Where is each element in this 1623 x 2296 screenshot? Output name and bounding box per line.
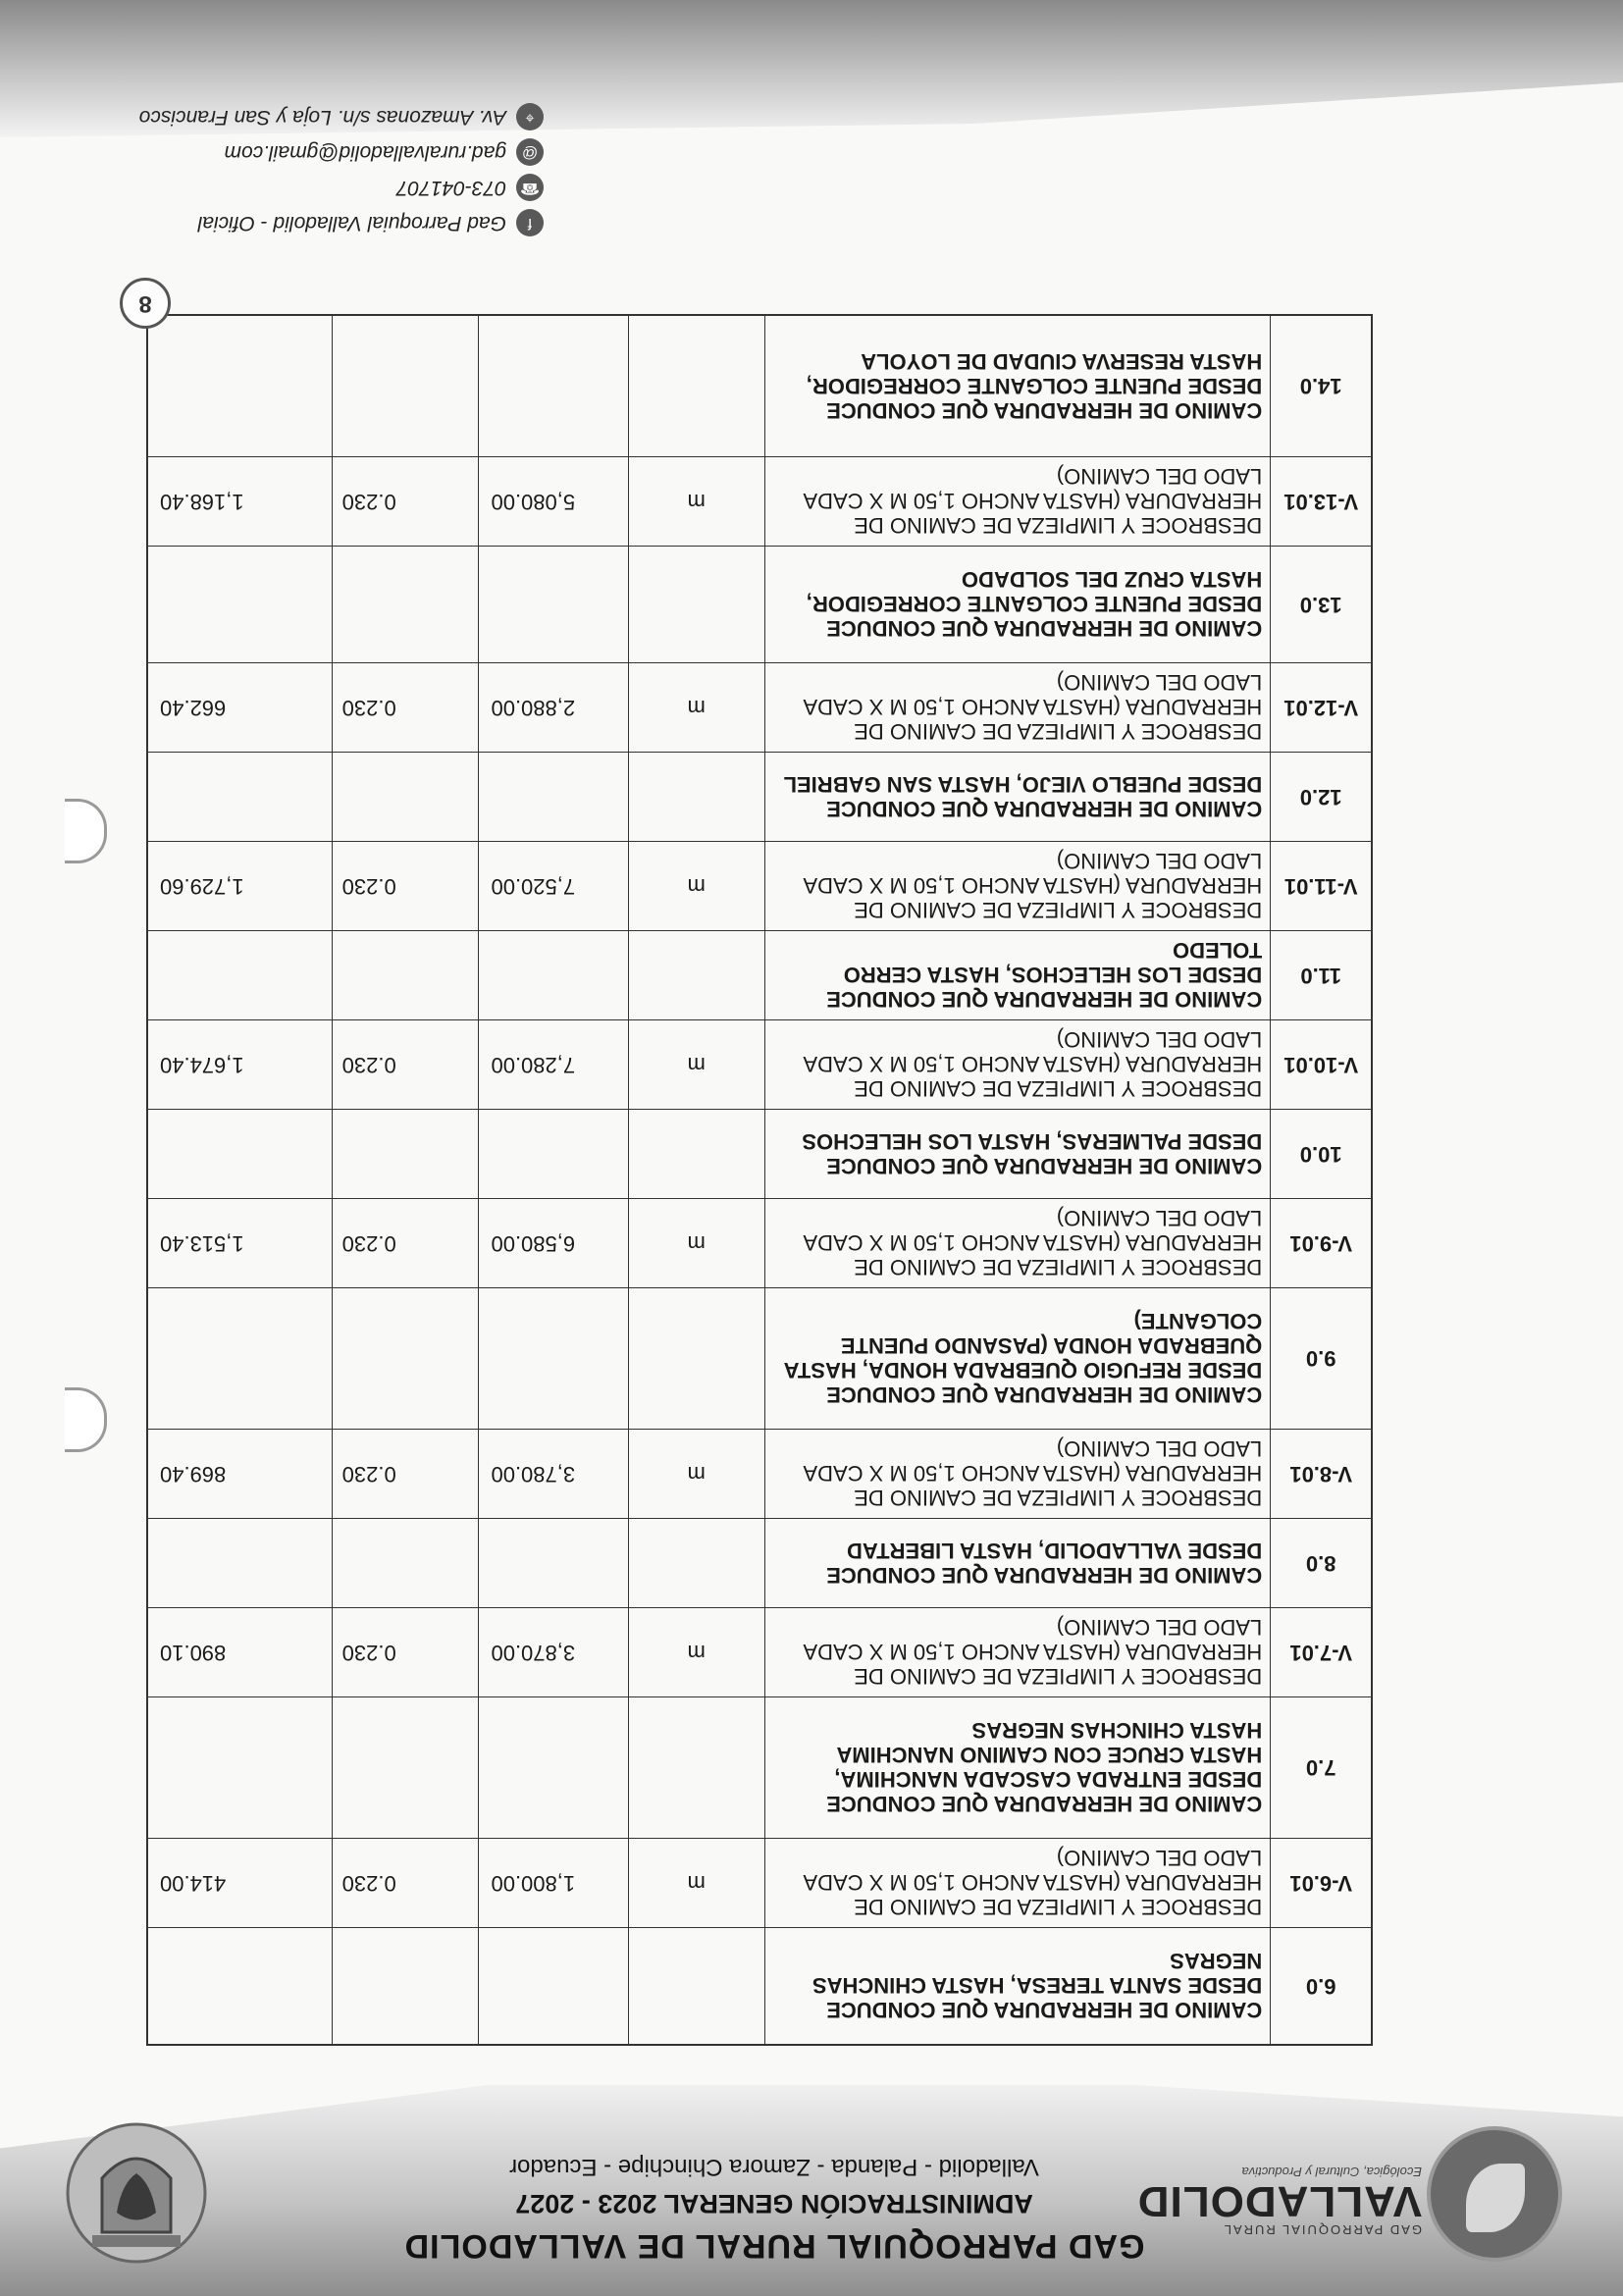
item-unit <box>628 1288 764 1430</box>
category-row <box>147 315 1372 457</box>
item-total <box>147 1110 332 1199</box>
item-unit <box>628 315 764 457</box>
item-description: DESBROCE Y LIMPIEZA DE CAMINO DE HERRADURA (HASTA ANCHO 1,50 M X CADA LADO DEL CAMINO) <box>764 1430 1270 1519</box>
item-quantity <box>479 1928 628 2046</box>
item-unit: m <box>628 1608 764 1697</box>
item-total: 869.40 <box>147 1430 332 1519</box>
item-unit-price: 0.230 <box>332 457 479 547</box>
item-unit: m <box>628 1020 764 1110</box>
document-title: GAD PARROQUIAL RURAL DE VALLADOLID <box>403 2227 1145 2265</box>
item-unit-price: 0.230 <box>332 1839 479 1928</box>
item-total: 890.10 <box>147 1608 332 1697</box>
item-description: DESBROCE Y LIMPIEZA DE CAMINO DE HERRADURA (HASTA ANCHO 1,50 M X CADA LADO DEL CAMINO) <box>764 457 1270 547</box>
item-code: V-8.01 <box>1271 1430 1372 1519</box>
item-code: 7.0 <box>1271 1697 1372 1839</box>
item-unit <box>628 931 764 1020</box>
item-code: V-12.01 <box>1271 663 1372 753</box>
item-unit-price: 0.230 <box>332 1608 479 1697</box>
item-unit: m <box>628 663 764 753</box>
contact-row <box>73 134 544 170</box>
item-unit <box>628 1110 764 1199</box>
item-unit-price <box>332 1928 479 2046</box>
item-quantity <box>479 1110 628 1199</box>
item-total: 414.00 <box>147 1839 332 1928</box>
item-unit: m <box>628 842 764 931</box>
work-item-row <box>147 1199 1372 1288</box>
item-quantity: 1,800.00 <box>479 1839 628 1928</box>
item-code: V-7.01 <box>1271 1608 1372 1697</box>
category-row <box>147 547 1372 663</box>
header-titles <box>338 2153 1211 2265</box>
item-code: 10.0 <box>1271 1110 1372 1199</box>
category-row <box>147 931 1372 1020</box>
item-quantity <box>479 931 628 1020</box>
item-description: CAMINO DE HERRADURA QUE CONDUCE DESDE PUENTE COLGANTE CORREGIDOR, HASTA CRUZ DEL SOLDADO <box>764 547 1270 663</box>
item-total <box>147 753 332 842</box>
item-quantity: 6,580.00 <box>479 1199 628 1288</box>
item-total <box>147 1288 332 1430</box>
item-unit: m <box>628 1199 764 1288</box>
item-total <box>147 315 332 457</box>
item-description: CAMINO DE HERRADURA QUE CONDUCE DESDE VALLADOLID, HASTA LIBERTAD <box>764 1519 1270 1608</box>
category-row <box>147 1697 1372 1839</box>
item-unit: m <box>628 457 764 547</box>
item-total: 1,674.40 <box>147 1020 332 1110</box>
item-total: 662.40 <box>147 663 332 753</box>
item-unit-price: 0.230 <box>332 1020 479 1110</box>
category-row <box>147 1519 1372 1608</box>
location-pin-icon: ⌖ <box>516 103 544 130</box>
item-quantity <box>479 1288 628 1430</box>
item-total <box>147 1519 332 1608</box>
item-unit <box>628 1697 764 1839</box>
item-quantity: 5,080.00 <box>479 457 628 547</box>
item-code: V-11.01 <box>1271 842 1372 931</box>
item-unit-price <box>332 1697 479 1839</box>
facebook-icon: f <box>516 209 544 236</box>
item-description: CAMINO DE HERRADURA QUE CONDUCE DESDE SANTA TERESA, HASTA CHINCHAS NEGRAS <box>764 1928 1270 2046</box>
item-unit-price <box>332 1288 479 1430</box>
contact-address: Av. Amazonas s/n. Loja y San Francisco <box>138 106 506 129</box>
brand-name: VALLADOLID <box>1136 2177 1422 2225</box>
item-code: 9.0 <box>1271 1288 1372 1430</box>
item-description: DESBROCE Y LIMPIEZA DE CAMINO DE HERRADURA (HASTA ANCHO 1,50 M X CADA LADO DEL CAMINO) <box>764 663 1270 753</box>
item-code: 8.0 <box>1271 1519 1372 1608</box>
item-code: V-13.01 <box>1271 457 1372 547</box>
phone-icon: ☎ <box>516 174 544 201</box>
item-unit <box>628 753 764 842</box>
item-quantity: 3,780.00 <box>479 1430 628 1519</box>
item-description: CAMINO DE HERRADURA QUE CONDUCE DESDE PUEBLO VIEJO, HASTA SAN GABRIEL <box>764 753 1270 842</box>
brand-small-text: GAD PARROQUIAL RURAL <box>1222 2222 1422 2237</box>
work-item-row <box>147 663 1372 753</box>
item-quantity <box>479 1697 628 1839</box>
contact-row <box>73 205 544 240</box>
item-description: CAMINO DE HERRADURA QUE CONDUCE DESDE ENTRADA CASCADA NANCHIMA, HASTA CRUCE CON CAMINO NANCHIMA HASTA CHINCHAS NEGRAS <box>764 1697 1270 1839</box>
work-items-table <box>146 314 1373 2046</box>
item-unit: m <box>628 1839 764 1928</box>
work-item-row <box>147 457 1372 547</box>
item-code: 6.0 <box>1271 1928 1372 2046</box>
contact-block <box>73 99 544 240</box>
item-unit: m <box>628 1430 764 1519</box>
item-description: DESBROCE Y LIMPIEZA DE CAMINO DE HERRADURA (HASTA ANCHO 1,50 M X CADA LADO DEL CAMINO) <box>764 1199 1270 1288</box>
item-total <box>147 1697 332 1839</box>
item-quantity <box>479 753 628 842</box>
item-total <box>147 1928 332 2046</box>
item-unit <box>628 547 764 663</box>
contact-row <box>73 99 544 134</box>
item-total: 1,168.40 <box>147 457 332 547</box>
binder-hole <box>65 1387 107 1452</box>
brand-logo-icon <box>1427 2126 1562 2262</box>
item-quantity: 3,870.00 <box>479 1608 628 1697</box>
category-row <box>147 1288 1372 1430</box>
contact-facebook: Gad Parroquial Valladolid - Oficial <box>197 212 506 235</box>
item-code: V-9.01 <box>1271 1199 1372 1288</box>
item-quantity <box>479 315 628 457</box>
email-icon: @ <box>516 138 544 166</box>
item-quantity <box>479 547 628 663</box>
item-unit-price <box>332 1110 479 1199</box>
work-item-row <box>147 1608 1372 1697</box>
item-description: DESBROCE Y LIMPIEZA DE CAMINO DE HERRADURA (HASTA ANCHO 1,50 M X CADA LADO DEL CAMINO) <box>764 1608 1270 1697</box>
item-unit-price <box>332 547 479 663</box>
item-quantity: 2,880.00 <box>479 663 628 753</box>
category-row <box>147 1110 1372 1199</box>
item-code: V-6.01 <box>1271 1839 1372 1928</box>
brand-tagline: Ecológica, Cultural y Productiva <box>1241 2165 1422 2179</box>
item-quantity: 7,280.00 <box>479 1020 628 1110</box>
work-item-row <box>147 842 1372 931</box>
coat-of-arms-icon <box>63 2119 210 2267</box>
item-unit-price <box>332 931 479 1020</box>
item-code: V-10.01 <box>1271 1020 1372 1110</box>
work-item-row <box>147 1430 1372 1519</box>
item-description: CAMINO DE HERRADURA QUE CONDUCE DESDE PUENTE COLGANTE CORREGIDOR, HASTA RESERVA CIUDAD DE LOYOLA <box>764 315 1270 457</box>
item-description: DESBROCE Y LIMPIEZA DE CAMINO DE HERRADURA (HASTA ANCHO 1,50 M X CADA LADO DEL CAMINO) <box>764 842 1270 931</box>
binder-hole <box>65 799 107 863</box>
item-total <box>147 931 332 1020</box>
contact-row <box>73 170 544 205</box>
item-code: 11.0 <box>1271 931 1372 1020</box>
category-row <box>147 753 1372 842</box>
page-number: 8 <box>120 278 171 329</box>
item-unit-price <box>332 753 479 842</box>
item-total <box>147 547 332 663</box>
item-total: 1,729.60 <box>147 842 332 931</box>
item-unit-price <box>332 1519 479 1608</box>
item-unit-price: 0.230 <box>332 842 479 931</box>
work-item-row <box>147 1839 1372 1928</box>
item-quantity <box>479 1519 628 1608</box>
contact-phone: 073-041707 <box>395 177 506 199</box>
item-unit-price: 0.230 <box>332 1199 479 1288</box>
item-unit-price <box>332 315 479 457</box>
contact-email: gad.ruralvalladolid@gmail.com <box>224 141 506 164</box>
item-unit-price: 0.230 <box>332 1430 479 1519</box>
item-description: CAMINO DE HERRADURA QUE CONDUCE DESDE LOS HELECHOS, HASTA CERRO TOLEDO <box>764 931 1270 1020</box>
item-total: 1,513.40 <box>147 1199 332 1288</box>
item-description: DESBROCE Y LIMPIEZA DE CAMINO DE HERRADURA (HASTA ANCHO 1,50 M X CADA LADO DEL CAMINO) <box>764 1020 1270 1110</box>
item-quantity: 7,520.00 <box>479 842 628 931</box>
category-row <box>147 1928 1372 2046</box>
item-description: CAMINO DE HERRADURA QUE CONDUCE DESDE REFUGIO QUEBRADA HONDA, HASTA QUEBRADA HONDA (PASANDO PUENTE COLGANTE) <box>764 1288 1270 1430</box>
item-description: DESBROCE Y LIMPIEZA DE CAMINO DE HERRADURA (HASTA ANCHO 1,50 M X CADA LADO DEL CAMINO) <box>764 1839 1270 1928</box>
item-code: 14.0 <box>1271 315 1372 457</box>
item-unit <box>628 1519 764 1608</box>
item-code: 12.0 <box>1271 753 1372 842</box>
item-unit-price: 0.230 <box>332 663 479 753</box>
item-code: 13.0 <box>1271 547 1372 663</box>
document-subtitle: ADMINISTRACIÓN GENERAL 2023 - 2027 <box>515 2189 1033 2218</box>
item-unit <box>628 1928 764 2046</box>
item-description: CAMINO DE HERRADURA QUE CONDUCE DESDE PALMERAS, HASTA LOS HELECHOS <box>764 1110 1270 1199</box>
document-location: Valladolid - Palanda - Zamora Chinchipe - Ecuador <box>509 2154 1039 2180</box>
work-item-row <box>147 1020 1372 1110</box>
